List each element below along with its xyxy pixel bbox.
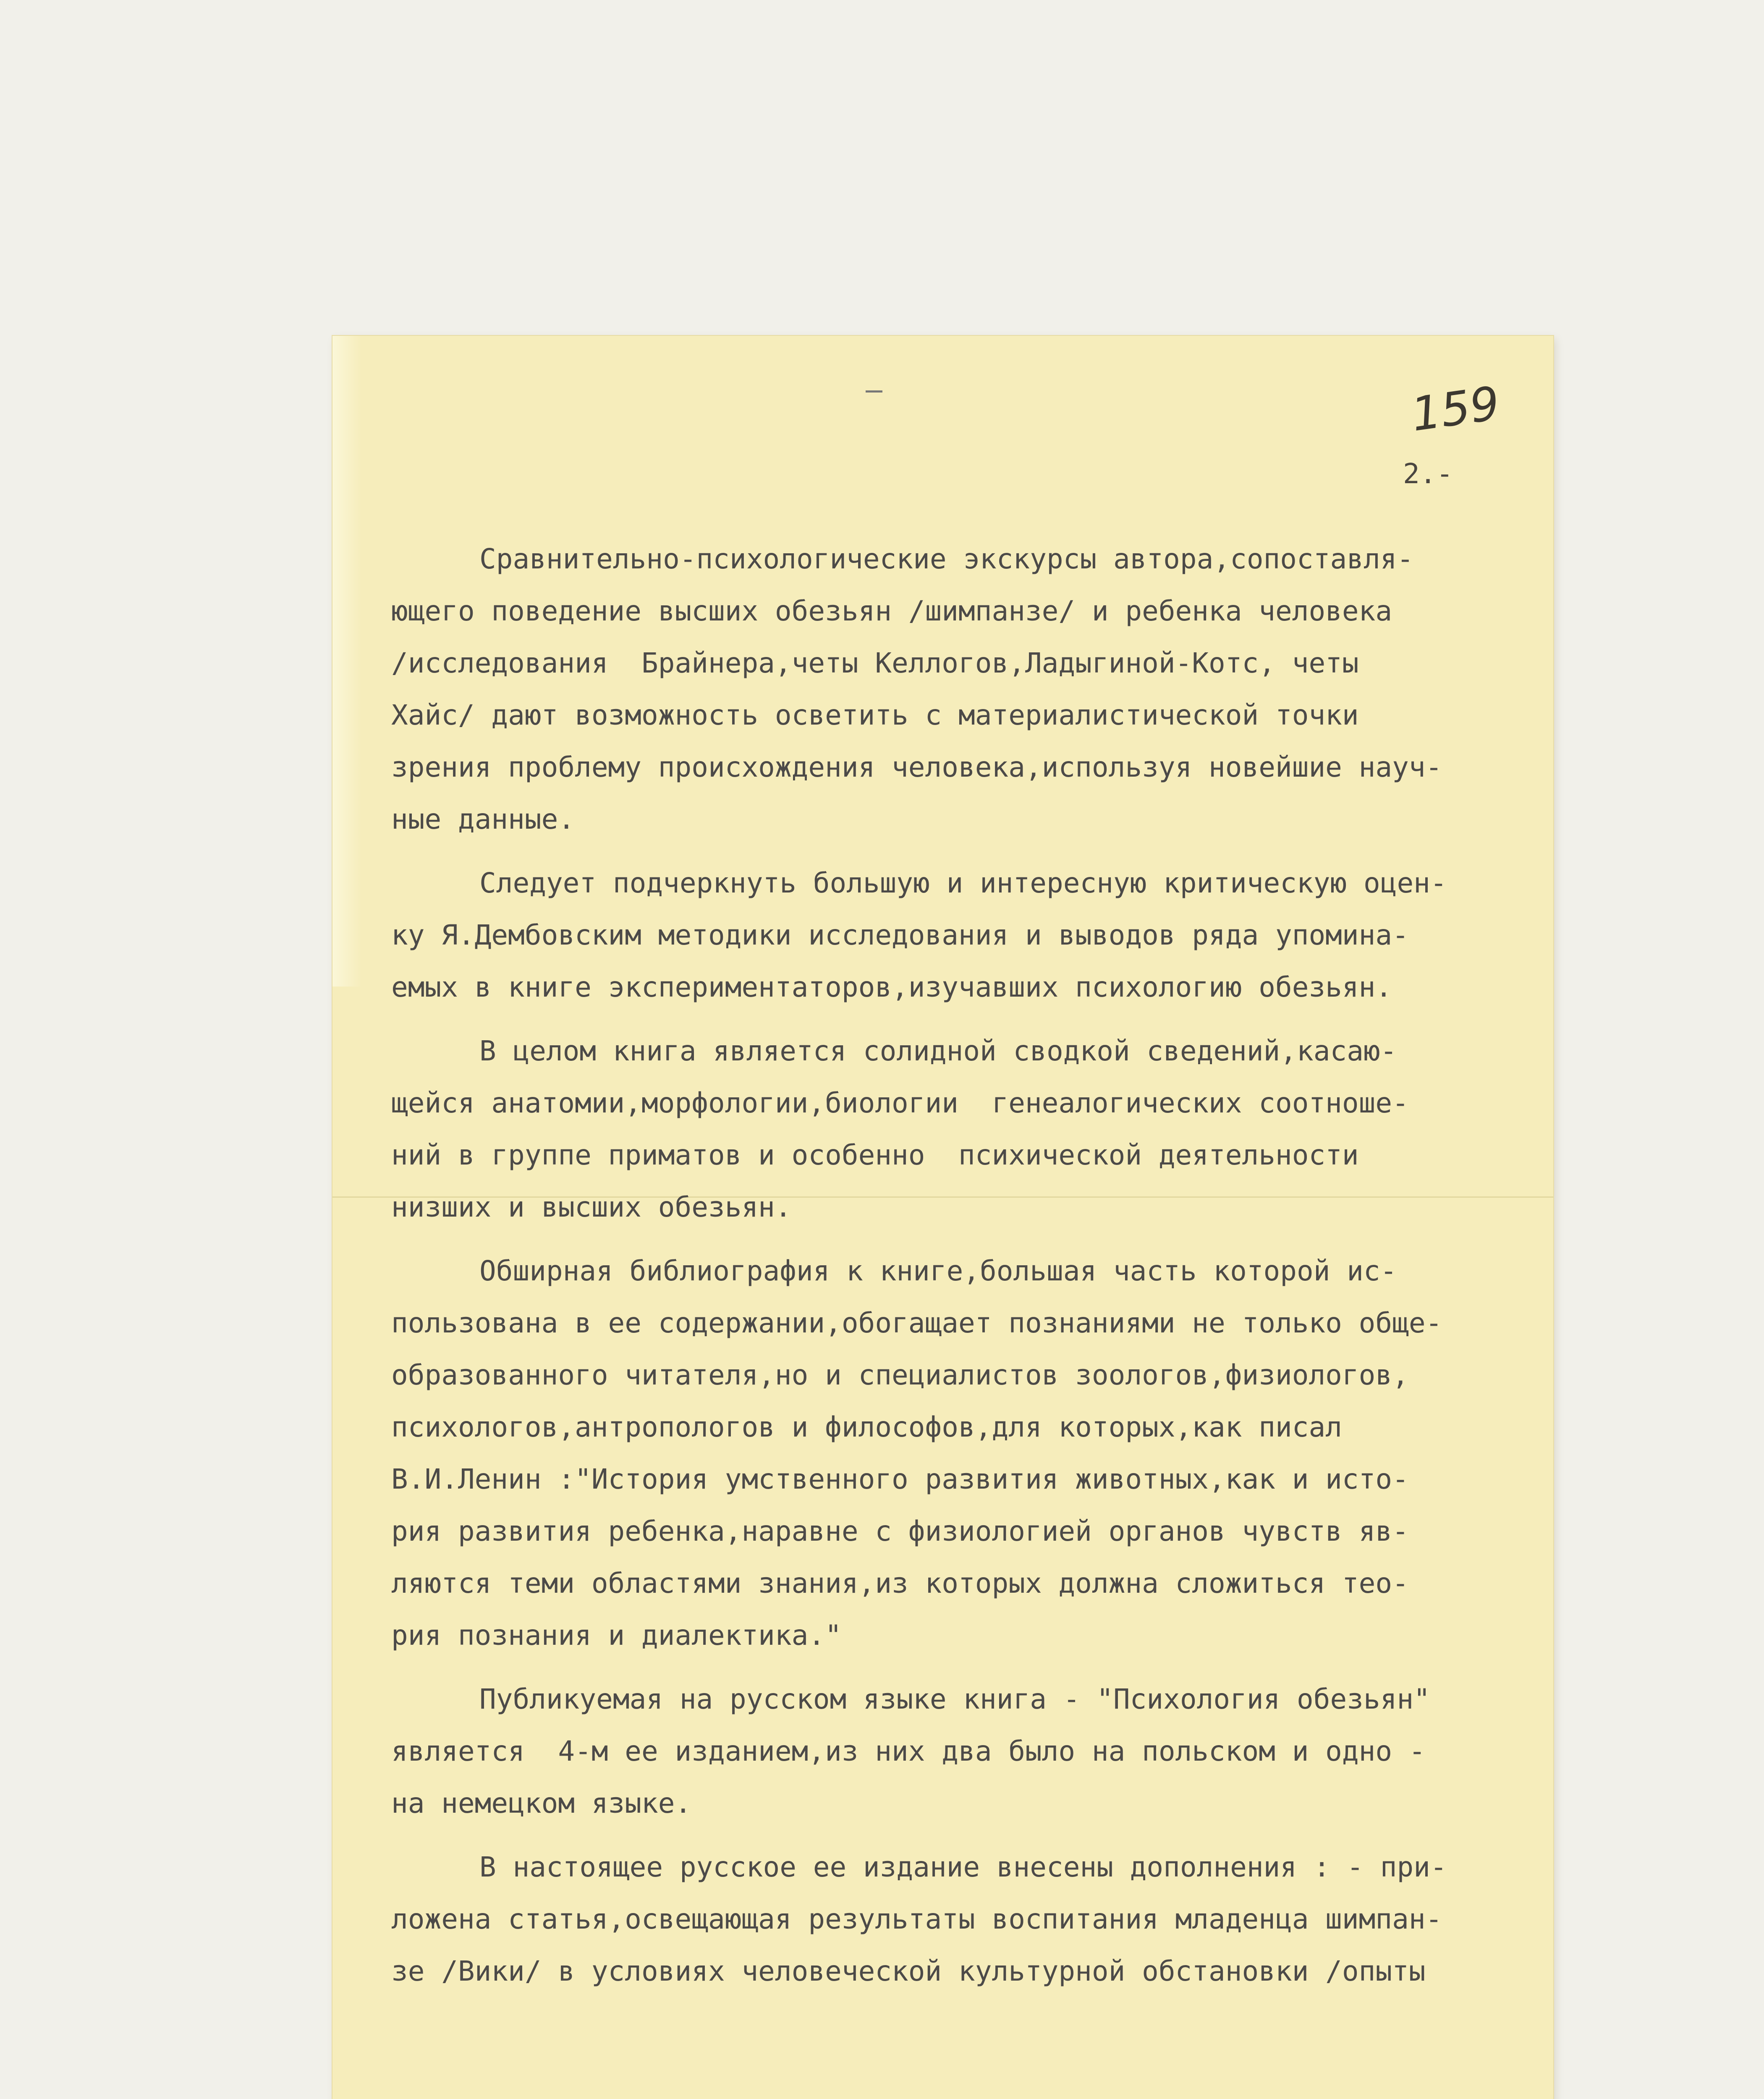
paragraph-3 xyxy=(391,1025,1550,1233)
text-line: низших и высших обезьян. xyxy=(391,1191,792,1223)
paragraph-1 xyxy=(391,533,1550,845)
text-line: Публикуемая на русском языке книга - "Психология обезьян" xyxy=(479,1683,1430,1715)
text-line: рия развития ребенка,наравне с физиологией органов чувств яв- xyxy=(391,1515,1409,1547)
document-body xyxy=(391,533,1550,2009)
text-line: емых в книге экспериментаторов,изучавших психологию обезьян. xyxy=(391,971,1392,1003)
text-line: /исследования Брайнера,четы Келлогов,Ладыгиной-Котс, четы xyxy=(391,647,1359,679)
typed-dash-mark xyxy=(866,390,882,393)
paragraph-5 xyxy=(391,1673,1550,1829)
text-line: пользована в ее содержании,обогащает познаниями не только обще- xyxy=(391,1307,1442,1339)
paragraph-4 xyxy=(391,1245,1550,1662)
text-line: образованного читателя,но и специалистов зоологов,физиологов, xyxy=(391,1359,1409,1391)
paragraph-2 xyxy=(391,857,1550,1013)
page-number: 2.- xyxy=(1403,458,1453,490)
text-line: В настоящее русское ее издание внесены дополнения : - при- xyxy=(479,1851,1447,1883)
text-line: В.И.Ленин :"История умственного развития животных,как и исто- xyxy=(391,1463,1409,1495)
document-sheet xyxy=(332,336,1553,2099)
text-line: ные данные. xyxy=(391,803,575,835)
text-line: Следует подчеркнуть большую и интересную критическую оцен- xyxy=(479,867,1447,899)
text-line: ний в группе приматов и особенно психической деятельности xyxy=(391,1139,1359,1171)
text-line: Обширная библиография к книге,большая часть которой ис- xyxy=(479,1255,1397,1287)
text-line: рия познания и диалектика." xyxy=(391,1619,842,1651)
text-line: является 4-м ее изданием,из них два было на польском и одно - xyxy=(391,1735,1426,1767)
text-line: ложена статья,освещающая результаты воспитания младенца шимпан- xyxy=(391,1903,1442,1935)
paper-edge-shading xyxy=(332,336,362,987)
text-line: на немецком языке. xyxy=(391,1787,692,1819)
text-line: В целом книга является солидной сводкой сведений,касаю- xyxy=(479,1035,1397,1067)
text-line: ку Я.Дембовским методики исследования и выводов ряда упомина- xyxy=(391,919,1409,951)
text-line: психологов,антропологов и философов,для которых,как писал xyxy=(391,1411,1342,1443)
text-line: Хайс/ дают возможность осветить с материалистической точки xyxy=(391,699,1359,731)
text-line: Сравнительно-психологические экскурсы автора,сопоставля- xyxy=(479,543,1414,575)
paragraph-6 xyxy=(391,1841,1550,1997)
text-line: ляются теми областями знания,из которых должна сложиться тео- xyxy=(391,1567,1409,1599)
text-line: ющего поведение высших обезьян /шимпанзе/ и ребенка человека xyxy=(391,595,1392,627)
text-line: зе /Вики/ в условиях человеческой культурной обстановки /опыты xyxy=(391,1955,1426,1987)
text-line: зрения проблему происхождения человека,используя новейшие науч- xyxy=(391,751,1442,783)
handwritten-folio-number: 159 xyxy=(1408,376,1503,442)
text-line: щейся анатомии,морфологии,биологии генеалогических соотноше- xyxy=(391,1087,1409,1119)
